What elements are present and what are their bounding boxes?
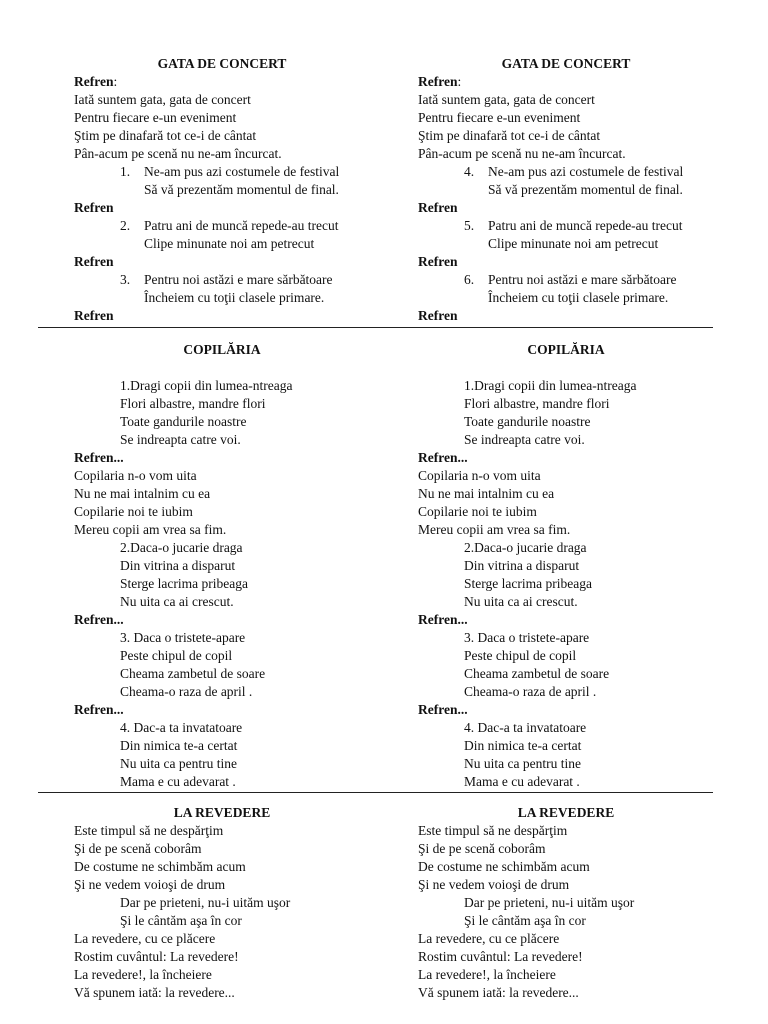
verse-number: 5. [464,218,475,233]
verse-line: Din nimica te-a certat [120,738,238,753]
song-line: Şi le cântăm aşa în cor [120,913,242,928]
verse-line: Pentru noi astăzi e mare sărbătoare [144,272,333,287]
refrain-label: Refren [418,308,458,323]
verse-line: Se indreapta catre voi. [464,432,585,447]
refrain-line: Copilarie noi te iubim [418,504,537,519]
verse-line: Cheama-o raza de april . [464,684,597,699]
refrain-label: Refren [418,200,458,215]
song-line: Este timpul să ne despărţim [418,823,568,838]
verse-line: Nu uita ca ai crescut. [120,594,234,609]
verse-line: Să vă prezentăm momentul de final. [488,182,683,197]
refrain-line: Pân-acum pe scenă nu ne-am încurcat. [418,146,626,161]
song-line: La revedere, cu ce plăcere [418,931,560,946]
refrain-label: Refren [74,308,114,323]
verse-line: Cheama zambetul de soare [464,666,610,681]
song-line: Rostim cuvântul: La revedere! [418,949,583,964]
song-title: LA REVEDERE [517,805,615,820]
verse-line: 1.Dragi copii din lumea-ntreaga [120,378,293,393]
song-line: Rostim cuvântul: La revedere! [74,949,239,964]
refrain-label: Refren... [418,450,468,465]
song-line: Şi ne vedem voioşi de drum [418,877,570,892]
song-title: GATA DE CONCERT [501,56,631,71]
verse-line: Nu uita ca ai crescut. [464,594,578,609]
refrain-line: Pentru fiecare e-un eveniment [418,110,581,125]
song-line: La revedere, cu ce plăcere [74,931,216,946]
song-line: Şi de pe scenă coborâm [418,841,546,856]
verse-line: 3. Daca o tristete-apare [464,630,590,645]
song-line: Vă spunem iată: la revedere... [74,985,235,1000]
verse-line: Cheama-o raza de april . [120,684,253,699]
refrain-label: Refren... [74,450,124,465]
refrain-line: Mereu copii am vrea sa fim. [418,522,571,537]
refrain-label: Refren... [418,702,468,717]
verse-number: 4. [464,164,475,179]
song-line: Şi ne vedem voioşi de drum [74,877,226,892]
verse-line: Clipe minunate noi am petrecut [144,236,315,251]
refrain-line: Ştim pe dinafară tot ce-i de cântat [418,128,601,143]
song-line: Şi de pe scenă coborâm [74,841,202,856]
verse-line: Cheama zambetul de soare [120,666,266,681]
song-title: COPILĂRIA [527,342,605,357]
verse-line: Să vă prezentăm momentul de final. [144,182,339,197]
verse-number: 3. [120,272,131,287]
verse-line: Încheiem cu toţii clasele primare. [144,290,325,305]
song-line: Şi le cântăm aşa în cor [464,913,586,928]
verse-line: Flori albastre, mandre flori [464,396,610,411]
verse-line: Nu uita ca pentru tine [120,756,237,771]
verse-line: Flori albastre, mandre flori [120,396,266,411]
verse-line: 4. Dac-a ta invatatoare [120,720,243,735]
refrain-label: Refren... [418,612,468,627]
verse-line: Mama e cu adevarat . [120,774,236,789]
refrain-line: Ştim pe dinafară tot ce-i de cântat [74,128,257,143]
refrain-line: Pân-acum pe scenă nu ne-am încurcat. [74,146,282,161]
verse-line: Ne-am pus azi costumele de festival [488,164,684,179]
refrain-line: Nu ne mai intalnim cu ea [74,486,211,501]
verse-line: Din vitrina a disparut [464,558,580,573]
verse-line: Patru ani de muncă repede-au trecut [488,218,683,233]
section-divider [38,792,713,793]
verse-line: Patru ani de muncă repede-au trecut [144,218,339,233]
verse-line: Peste chipul de copil [464,648,577,663]
verse-line: Din vitrina a disparut [120,558,236,573]
refrain-line: Copilarie noi te iubim [74,504,193,519]
refrain-label: Refren... [74,702,124,717]
verse-line: 1.Dragi copii din lumea-ntreaga [464,378,637,393]
verse-line: 2.Daca-o jucarie draga [120,540,243,555]
verse-line: Peste chipul de copil [120,648,233,663]
song-line: La revedere!, la încheiere [418,967,556,982]
song-title: COPILĂRIA [183,342,261,357]
verse-line: Clipe minunate noi am petrecut [488,236,659,251]
verse-line: Toate gandurile noastre [120,414,247,429]
refrain-label: Refren: [74,74,118,89]
verse-line: 3. Daca o tristete-apare [120,630,246,645]
song-title: GATA DE CONCERT [157,56,287,71]
refrain-label: Refren [418,254,458,269]
song-line: Dar pe prieteni, nu-i uităm uşor [120,895,291,910]
refrain-line: Copilaria n-o vom uita [74,468,197,483]
verse-number: 6. [464,272,475,287]
refrain-label: Refren [74,254,114,269]
verse-line: Mama e cu adevarat . [464,774,580,789]
song-line: La revedere!, la încheiere [74,967,212,982]
verse-line: Încheiem cu toţii clasele primare. [488,290,669,305]
verse-line: Pentru noi astăzi e mare sărbătoare [488,272,677,287]
refrain-label: Refren... [74,612,124,627]
song-line: Este timpul să ne despărţim [74,823,224,838]
verse-number: 1. [120,164,131,179]
song-line: De costume ne schimbăm acum [418,859,590,874]
refrain-line: Pentru fiecare e-un eveniment [74,110,237,125]
verse-line: 2.Daca-o jucarie draga [464,540,587,555]
refrain-line: Nu ne mai intalnim cu ea [418,486,555,501]
refrain-line: Iată suntem gata, gata de concert [418,92,595,107]
verse-line: Sterge lacrima pribeaga [464,576,592,591]
refrain-line: Iată suntem gata, gata de concert [74,92,251,107]
verse-number: 2. [120,218,131,233]
refrain-line: Copilaria n-o vom uita [418,468,541,483]
verse-line: Sterge lacrima pribeaga [120,576,248,591]
verse-line: Toate gandurile noastre [464,414,591,429]
verse-line: Din nimica te-a certat [464,738,582,753]
song-line: Dar pe prieteni, nu-i uităm uşor [464,895,635,910]
verse-line: Se indreapta catre voi. [120,432,241,447]
refrain-line: Mereu copii am vrea sa fim. [74,522,227,537]
song-line: Vă spunem iată: la revedere... [418,985,579,1000]
song-line: De costume ne schimbăm acum [74,859,246,874]
section-divider [38,327,713,328]
refrain-label: Refren: [418,74,462,89]
verse-line: 4. Dac-a ta invatatoare [464,720,587,735]
verse-line: Ne-am pus azi costumele de festival [144,164,340,179]
refrain-label: Refren [74,200,114,215]
verse-line: Nu uita ca pentru tine [464,756,581,771]
song-title: LA REVEDERE [173,805,271,820]
